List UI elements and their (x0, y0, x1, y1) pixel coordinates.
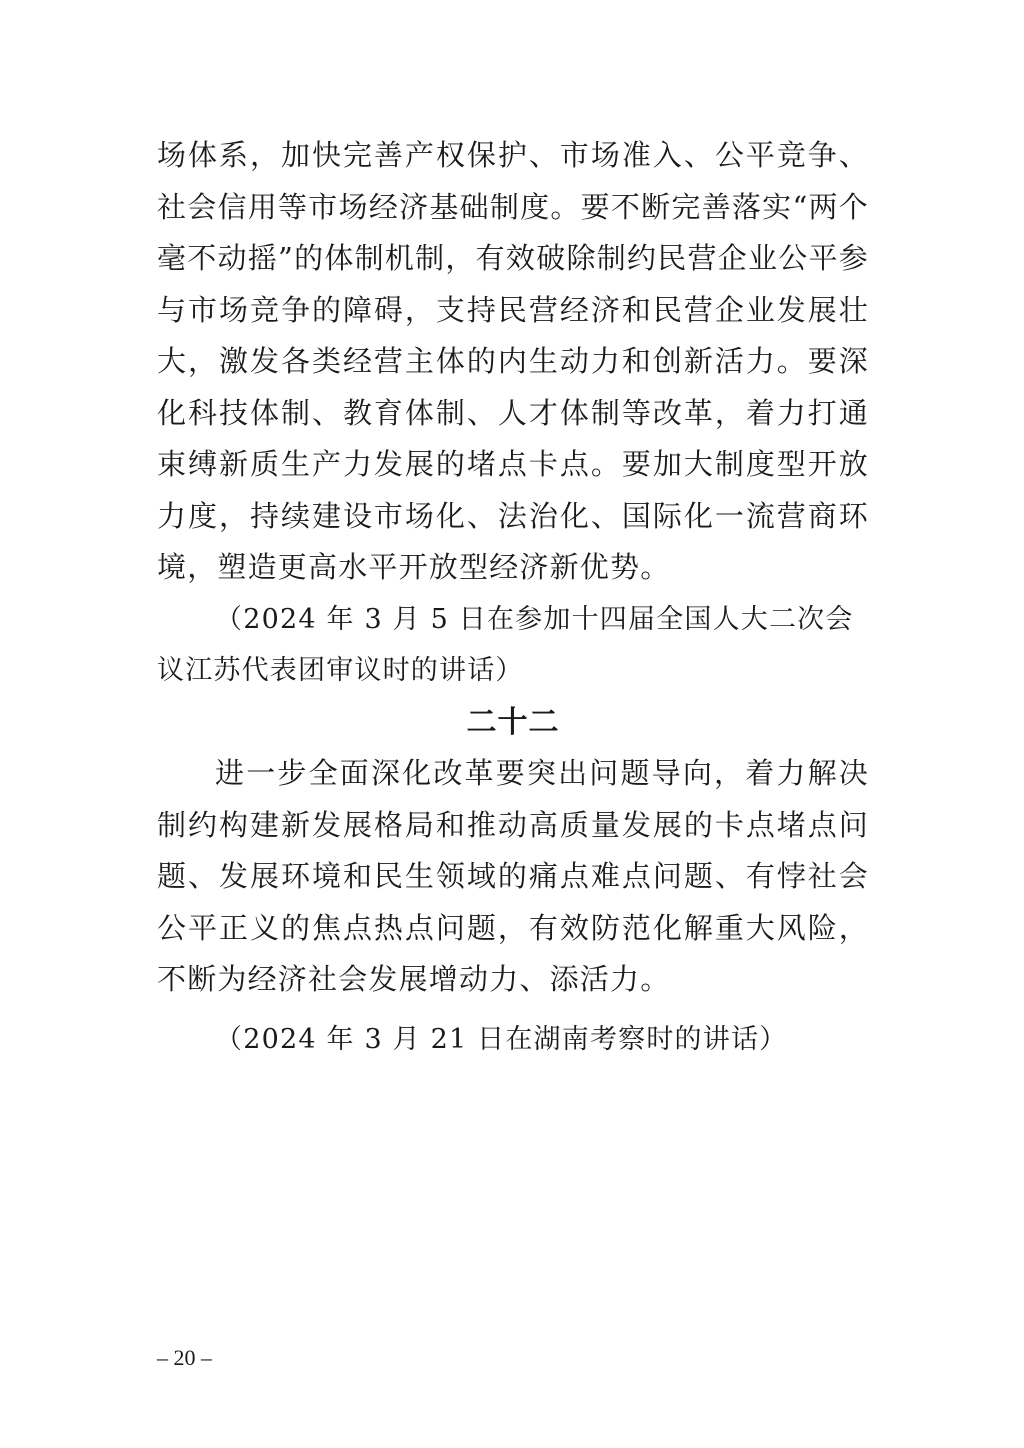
continuation-paragraph: 场体系，加快完善产权保护、市场准入、公平竞争、社会信用等市场经济基础制度。要不断完善落实“两个毫不动摇”的体制机制，有效破除制约民营企业公平参与市场竞争的障碍，支持民营经济和民营企业发展壮大，激发各类经营主体的内生动力和创新活力。要深化科技体制、教育体制、人才体制等改革，着力打通束缚新质生产力发展的堵点卡点。要加大制度型开放力度，持续建设市场化、法治化、国际化一流营商环境，塑造更高水平开放型经济新优势。 (157, 138, 869, 584)
speech-source-note: （2024 年 3 月 21 日在湖南考察时的讲话） (215, 1023, 788, 1055)
spacer (157, 1006, 869, 1014)
document-body (157, 130, 869, 1065)
section-paragraph: 进一步全面深化改革要突出问题导向，着力解决制约构建新发展格局和推动高质量发展的卡点堵点问题、发展环境和民生领域的痛点难点问题、有悖社会公平正义的焦点热点问题，有效防范化解重大风险，不断为经济社会发展增动力、添活力。 (157, 756, 869, 996)
section-heading: 二十二 (466, 704, 560, 740)
speech-source-note: （2024 年 3 月 5 日在参加十四届全国人大二次会议江苏代表团审议时的讲话） (157, 603, 854, 686)
page-number: – 20 – (157, 1345, 212, 1370)
